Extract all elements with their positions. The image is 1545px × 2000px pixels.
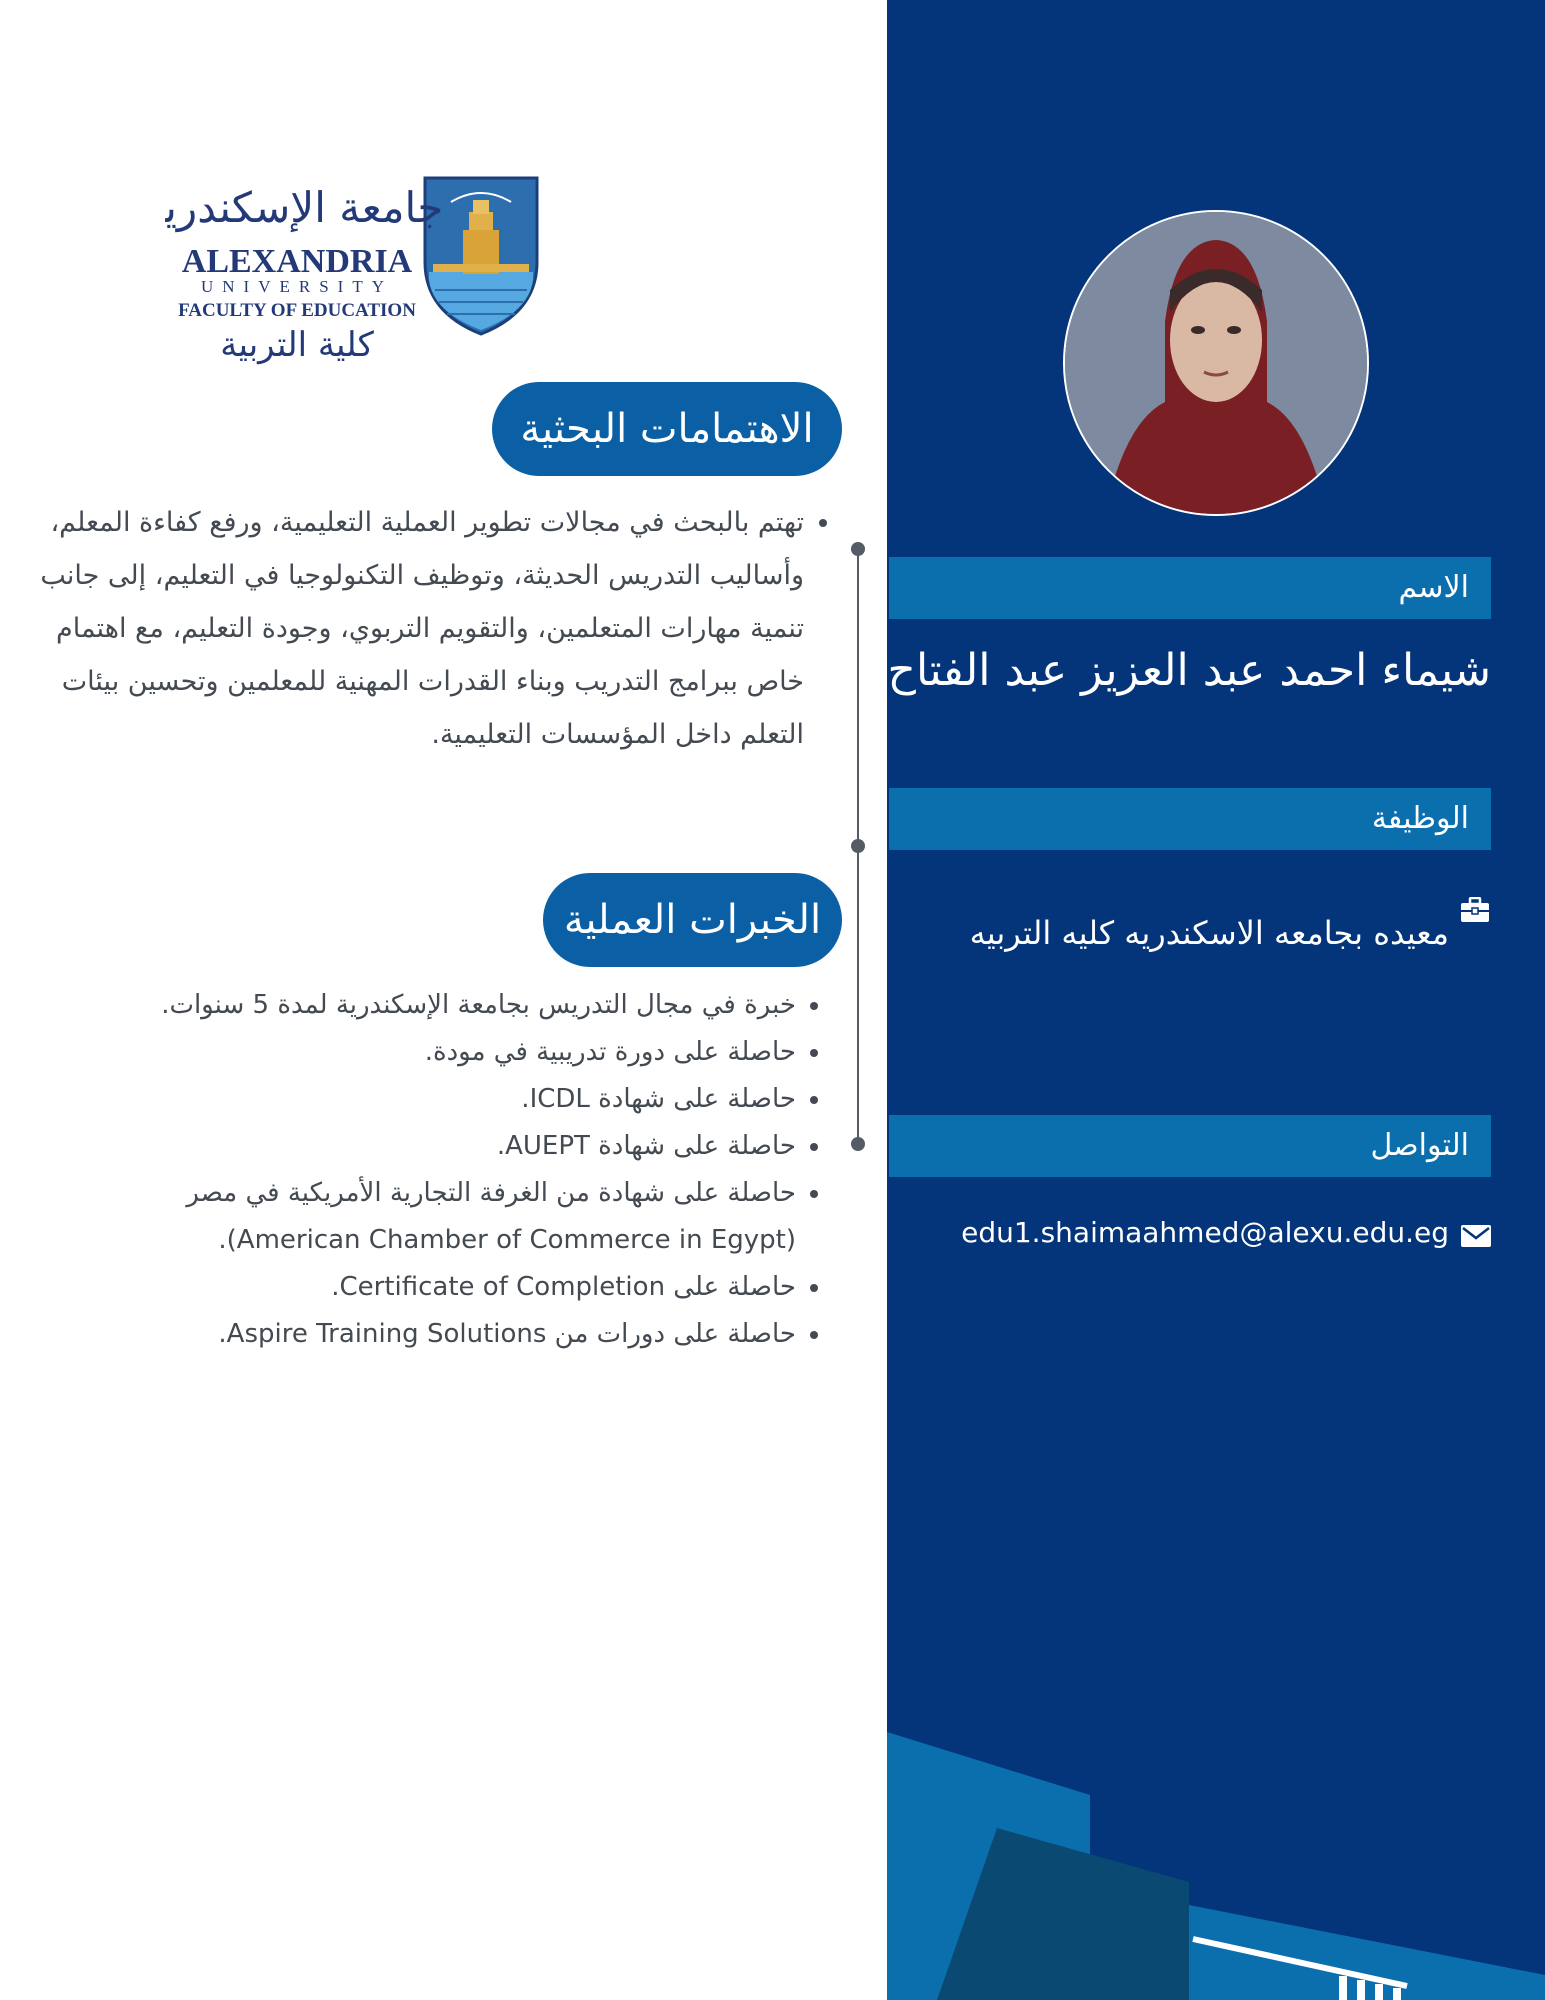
experience-item: • حاصلة على دورة تدريبية في مودة. (80, 1029, 796, 1076)
svg-text:FACULTY OF EDUCATION: FACULTY OF EDUCATION (178, 300, 416, 321)
experience-heading: الخبرات العملية (543, 873, 842, 967)
experience-item: • خبرة في مجال التدريس بجامعة الإسكندرية لمدة 5 سنوات. (80, 982, 796, 1029)
svg-text:UNIVERSITY: UNIVERSITY (201, 277, 393, 296)
timeline-dot (851, 1137, 865, 1151)
person-name: شيماء احمد عبد العزيز عبد الفتاح (887, 645, 1491, 696)
svg-text:جامعة الإسكندرية: جامعة الإسكندرية (165, 183, 444, 232)
job-label: الوظيفة (889, 788, 1491, 850)
experience-item: • حاصلة على دورات من Aspire Training Solutions. (80, 1311, 796, 1358)
research-list (24, 496, 834, 761)
experience-item: • حاصلة على شهادة AUEPT. (80, 1123, 796, 1170)
research-heading: الاهتمامات البحثية (492, 382, 842, 476)
briefcase-icon (1460, 897, 1490, 927)
profile-photo (1063, 210, 1369, 516)
svg-text:كلية التربية: كلية التربية (220, 325, 374, 365)
experience-item: • حاصلة على شهادة ICDL. (80, 1076, 796, 1123)
contact-label: التواصل (889, 1115, 1491, 1177)
university-logo (165, 172, 543, 376)
job-title: معيده بجامعه الاسكندريه كليه التربيه (969, 914, 1449, 952)
experience-list (80, 982, 824, 1358)
experience-item: • حاصلة على Certificate of Completion. (80, 1264, 796, 1311)
svg-text:ALEXANDRIA: ALEXANDRIA (181, 243, 413, 280)
email-link[interactable]: edu1.shaimaahmed@alexu.edu.eg (961, 1216, 1449, 1249)
envelope-icon (1461, 1225, 1491, 1251)
timeline-dot (851, 839, 865, 853)
experience-item: • حاصلة على شهادة من الغرفة التجارية الأمريكية في مصر (American Chamber of Commerce in Egypt). (80, 1170, 796, 1264)
profile-sidebar (887, 0, 1545, 2000)
research-text: • تهتم بالبحث في مجالات تطوير العملية التعليمية، ورفع كفاءة المعلم، وأساليب التدريس الحديثة، وتوظيف التكنولوجيا في التعليم، إلى جانب تنمية مهارات المتعلمين، والتقويم التربوي، وجودة التعليم، مع اهتمام خاص ببرامج التدريب وبناء القدرات المهنية للمعلمين وتحسين بيئات التعلم داخل المؤسسات التعليمية. (24, 496, 804, 761)
timeline-dot (851, 542, 865, 556)
name-label: الاسم (889, 557, 1491, 619)
